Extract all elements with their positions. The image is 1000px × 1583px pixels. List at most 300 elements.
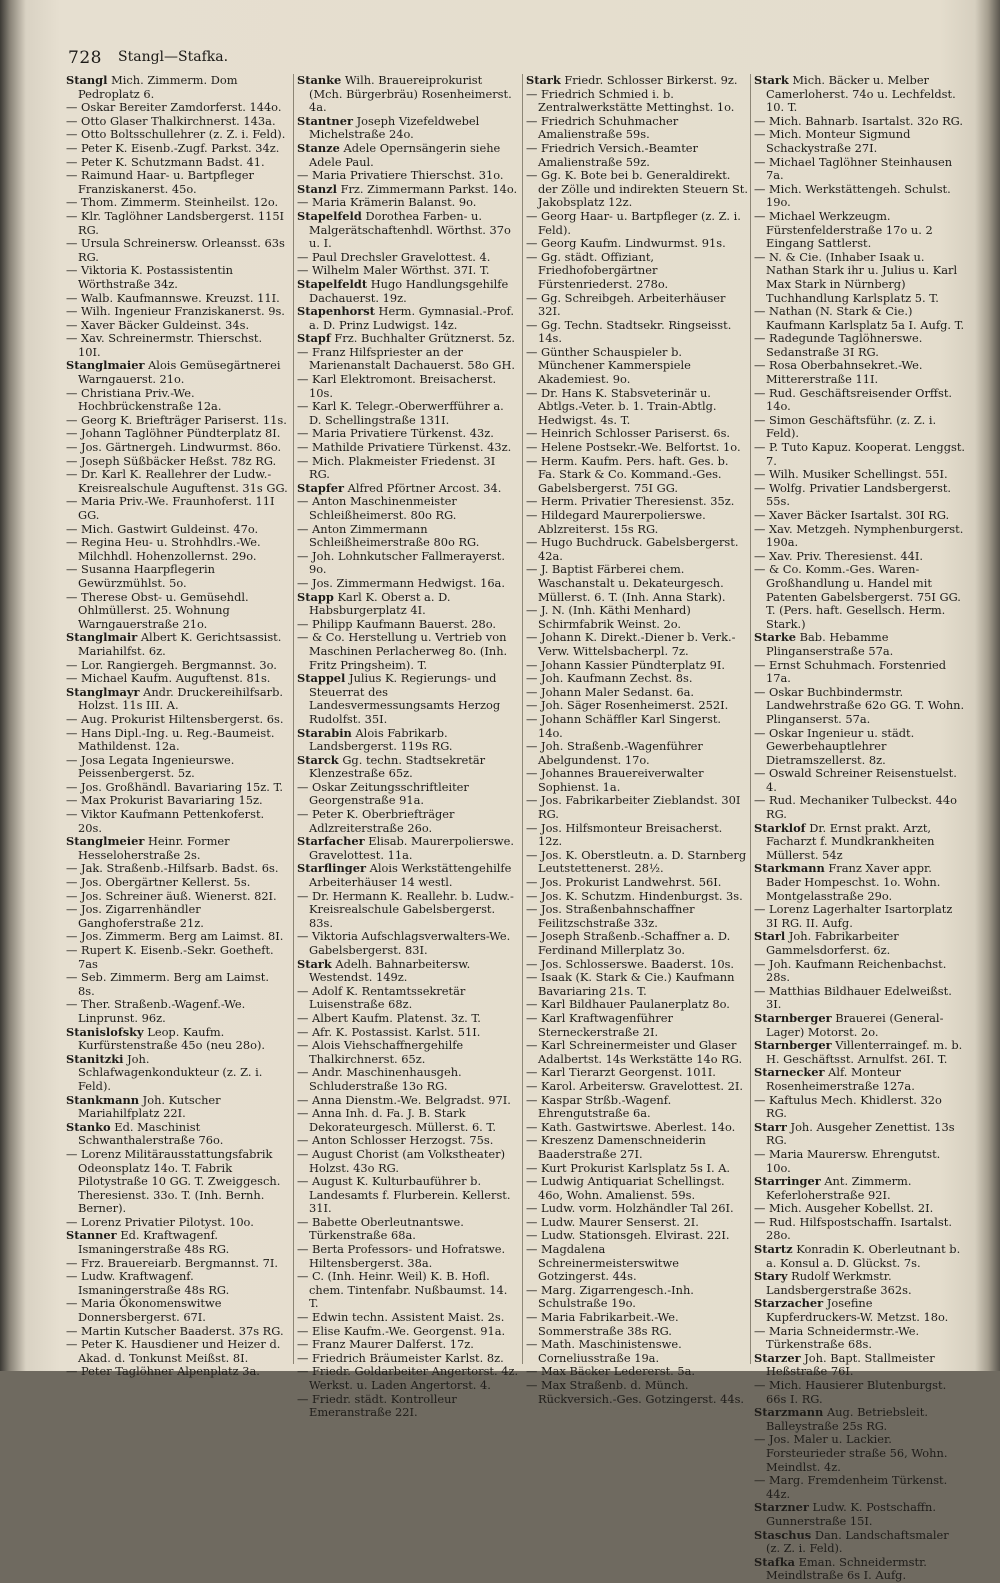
entry-text: — Michael Taglöhner Steinhausen 7a.	[754, 154, 953, 183]
directory-entry	[754, 358, 966, 387]
entry-text: — Seb. Zimmerm. Berg am Laimst. 8s.	[66, 970, 270, 998]
entry-surname: Stankmann	[66, 1092, 140, 1107]
entry-surname: Starklof	[754, 820, 806, 835]
entry-surname: Starr	[754, 1119, 787, 1134]
directory-entry	[754, 1214, 966, 1243]
directory-entry	[66, 521, 288, 537]
directory-entry	[297, 861, 519, 890]
entry-surname: Starl	[754, 929, 786, 944]
entry-text: — Friedrich Schuhmacher Amalienstraße 59s.	[526, 113, 679, 142]
directory-entry	[297, 1242, 519, 1270]
entry-text: — Kurt Prokurist Karlsplatz 5s I. A.	[526, 1160, 731, 1175]
directory-entry	[526, 875, 748, 890]
entry-surname: Starkmann	[754, 861, 825, 876]
entry-text: — Kath. Gastwirtswe. Aberlest. 14o.	[526, 1119, 736, 1134]
entry-text: — Joseph Straßenb.-Schaffner a. D. Ferdinand Millerplatz 3o.	[526, 929, 731, 957]
entry-text: — Franz Hilfspriester an der Marienanstalt Dachauerst. 58o GH.	[297, 344, 516, 373]
entry-text: — Ludw. Kraftwagenf. Ismaningerstraße 48s RG.	[66, 1269, 230, 1297]
entry-text: — Friedrich Schmied i. b. Zentralwerkstätte Mettinghst. 1o.	[526, 86, 735, 115]
entry-text: — Math. Maschinistenswe. Corneliusstraße 19a.	[526, 1337, 682, 1365]
directory-entry	[66, 208, 288, 237]
directory-entry	[526, 1310, 748, 1338]
entry-text: — Jos. Hilfsmonteur Breisacherst. 12z.	[526, 820, 723, 849]
entry-text: Alfred Pförtner Arcost. 34.	[347, 480, 502, 495]
entry-text: — Xav. Priv. Theresienst. 44I.	[754, 548, 924, 563]
directory-entry	[754, 154, 966, 183]
entry-text: — Günther Schauspieler b. Münchener Kammerspiele Akademiest. 9o.	[526, 344, 691, 387]
entry-text: — Andr. Maschinenhausgeh. Schluderstraße 13o RG.	[297, 1065, 462, 1093]
directory-entry	[754, 113, 966, 129]
entry-text: — Anton Zimmermann Schleißheimerstraße 80o RG.	[297, 521, 480, 550]
directory-entry	[754, 684, 966, 727]
directory-entry	[66, 861, 288, 876]
directory-entry	[754, 929, 966, 957]
directory-entry	[66, 1255, 288, 1271]
entry-text: Aug. Betriebsleit. Balleystraße 25s RG.	[766, 1405, 928, 1433]
entry-surname: Starke	[754, 630, 797, 645]
entry-text: — Mich. Ausgeher Kobellst. 2I.	[754, 1201, 934, 1216]
directory-entry	[297, 956, 519, 985]
directory-entry	[754, 73, 966, 115]
directory-entry	[754, 793, 966, 822]
directory-entry	[526, 1078, 748, 1094]
directory-entry	[297, 1024, 519, 1040]
directory-entry	[526, 888, 748, 904]
entry-surname: Stark	[297, 956, 332, 971]
entry-text: Konradin K. Oberleutnant b. a. Konsul a. D. Glückst. 7s.	[766, 1242, 961, 1270]
entry-surname: Starzer	[754, 1350, 801, 1365]
entry-text: — Georg K. Briefträger Pariserst. 11s.	[66, 412, 287, 427]
entry-text: — Xaver Bäcker Isartalst. 30I RG.	[754, 508, 950, 522]
entry-text: Joh. Bapt. Stallmeister Heßstraße 76I.	[766, 1350, 935, 1379]
entry-text: — Maria Privatiere Thierschst. 31o.	[297, 168, 504, 183]
directory-entry	[297, 140, 519, 169]
directory-entry	[526, 793, 748, 822]
entry-text: — Friedr. Goldarbeiter Angertorst. 4z. Werkst. u. Laden Angertorst. 4.	[297, 1364, 519, 1392]
directory-entry	[754, 1554, 966, 1583]
directory-entry	[297, 834, 519, 862]
directory-entry	[297, 181, 519, 197]
directory-entry	[526, 657, 748, 673]
entry-text: — Frz. Brauereiarb. Bergmannst. 7I.	[66, 1255, 279, 1270]
entry-text: — Joh. Kaufmann Reichenbachst. 28s.	[754, 956, 947, 985]
entry-text: — Joh. Säger Rosenheimerst. 252I.	[526, 698, 729, 713]
entry-text: — Mich. Plakmeister Friedenst. 3I RG.	[297, 453, 496, 482]
directory-entry	[297, 1269, 519, 1311]
directory-entry	[754, 1269, 966, 1297]
entry-text: — Jos. Schlosserswe. Baaderst. 10s.	[526, 956, 735, 971]
directory-entry	[66, 1119, 288, 1148]
directory-entry	[297, 344, 519, 373]
directory-entry	[754, 508, 966, 523]
directory-entry	[297, 1146, 519, 1175]
entry-text: — Gg. K. Bote bei b. Generaldirekt. der Zölle und indirekten Steuern St. Jakobsplatz 12z.	[526, 168, 748, 210]
entry-text: — Herm. Kaufm. Pers. haft. Ges. b. Fa. Stark & Co. Kommand.-Ges. Gabelsbergerst. 75I GG.	[526, 453, 729, 495]
entry-text: — Maria Privatiere Türkenst. 43z.	[297, 426, 494, 441]
entry-text: — Mich. Werkstättengeh. Schulst. 19o.	[754, 181, 951, 210]
entry-text: — Rosa Oberbahnsekret.-We. Mittererstraße 11I.	[754, 358, 923, 387]
entry-text: — Oskar Ingenieur u. städt. Gewerbehauptlehrer Dietramszellerst. 8z.	[754, 725, 915, 767]
entry-text: — Wilh. Musiker Schellingst. 55I.	[754, 467, 948, 482]
entry-text: — August Chorist (am Volkstheater) Holzst. 43o RG.	[297, 1146, 506, 1175]
entry-text: — Franz Maurer Dalferst. 17z.	[297, 1337, 474, 1352]
directory-entry	[754, 1296, 966, 1325]
directory-entry	[297, 548, 519, 577]
entry-text: — Edwin techn. Assistent Maist. 2s.	[297, 1310, 505, 1325]
entry-surname: Starflinger	[297, 861, 366, 876]
entry-surname: Stapf	[297, 331, 331, 346]
directory-entry	[297, 1065, 519, 1093]
directory-entry	[66, 684, 288, 713]
entry-text: — Anna Dienstm.-We. Belgradst. 97I.	[297, 1092, 511, 1107]
directory-entry	[526, 956, 748, 972]
entry-text: — J. N. (Inh. Käthi Menhard) Schirmfabrik Weinst. 2o.	[526, 603, 691, 631]
directory-entry	[297, 249, 519, 265]
directory-entry	[754, 480, 966, 509]
entry-text: — Anna Inh. d. Fa. J. B. Stark Dekorateurgesch. Müllerst. 6. T.	[297, 1106, 496, 1134]
directory-entry	[526, 603, 748, 631]
entry-text: — Wilh. Ingenieur Franziskanerst. 9s.	[66, 304, 285, 319]
entry-text: — Oswald Schreiner Reisenstuelst. 4.	[754, 766, 957, 794]
directory-entry	[297, 195, 519, 210]
entry-text: — Marg. Zigarrengesch.-Inh. Schulstraße 19o.	[526, 1282, 694, 1311]
entry-text: — Karl Kraftwagenführer Sterneckerstraße 2I.	[526, 1010, 673, 1039]
entry-text: — Maria Priv.-We. Fraunhoferst. 11I GG.	[66, 494, 275, 522]
entry-text: — Georg Haar- u. Bartpfleger (z. Z. i. Feld).	[526, 208, 741, 237]
entry-text: Alf. Monteur Rosenheimerstraße 127a.	[766, 1065, 915, 1093]
entry-surname: Stanze	[297, 140, 340, 155]
entry-text: — Ludw. Maurer Senserst. 2I.	[526, 1214, 699, 1229]
directory-entry	[297, 1364, 519, 1392]
directory-entry	[526, 1133, 748, 1161]
directory-entry	[754, 1065, 966, 1093]
directory-entry	[297, 779, 519, 808]
column-3	[526, 73, 748, 1406]
entry-text: Adele Opernsängerin siehe Adele Paul.	[309, 140, 501, 169]
entry-surname: Stanglmair	[66, 630, 138, 645]
entry-text: — Ernst Schuhmach. Forstenried 17a.	[754, 657, 947, 686]
directory-entry	[66, 73, 288, 101]
directory-entry	[297, 630, 519, 672]
directory-entry	[526, 113, 748, 142]
entry-surname: Stark	[526, 73, 561, 87]
directory-entry	[754, 208, 966, 251]
entry-text: — Kaspar Strßb.-Wagenf. Ehrengutstraße 6a.	[526, 1092, 672, 1121]
directory-entry	[66, 127, 288, 142]
directory-entry	[66, 1092, 288, 1121]
directory-entry	[754, 440, 966, 468]
entry-text: — Kaftulus Mech. Khidlerst. 32o RG.	[754, 1092, 942, 1121]
directory-entry	[297, 372, 519, 400]
entry-text: — Mathilde Privatiere Türkenst. 43z.	[297, 440, 512, 455]
directory-entry	[297, 1038, 519, 1066]
entry-text: Ed. Maschinist Schwanthalerstraße 76o.	[78, 1119, 224, 1148]
entry-text: — Dr. Karl K. Reallehrer der Ludw.-Kreisrealschule Auguftenst. 31s GG.	[66, 467, 288, 495]
entry-surname: Stanglmayr	[66, 684, 140, 699]
entry-text: — Susanna Haarpflegerin Gewürzmühlst. 5o.	[66, 562, 215, 590]
directory-entry	[526, 317, 748, 346]
entry-text: Ludw. K. Postschaffn. Gunnerstraße 15I.	[766, 1500, 936, 1528]
entry-text: — Isaak (K. Stark & Cie.) Kaufmann Bavariaring 21s. T.	[526, 970, 735, 998]
entry-text: — Therese Obst- u. Gemüsehdl. Ohlmüllerst. 25. Wohnung Warngauerstraße 21o.	[66, 589, 249, 631]
directory-entry	[526, 970, 748, 998]
entry-text: — Gg. Schreibgeh. Arbeiterhäuser 32I.	[526, 290, 726, 319]
entry-text: — Viktoria K. Postassistentin Wörthstraße 34z.	[66, 263, 233, 291]
directory-entry	[297, 725, 519, 754]
entry-text: — Johann Maler Sedanst. 6a.	[526, 684, 695, 699]
directory-entry	[526, 1337, 748, 1365]
directory-entry	[297, 453, 519, 482]
directory-entry	[754, 1432, 966, 1474]
entry-text: Leop. Kaufm. Kurfürstenstraße 45o (neu 28o).	[78, 1024, 266, 1053]
entry-surname: Stanitzki	[66, 1051, 124, 1066]
entry-text: — Afr. K. Postassist. Karlst. 51I.	[297, 1024, 481, 1039]
directory-entry	[754, 861, 966, 903]
directory-entry	[754, 1350, 966, 1379]
directory-entry	[297, 1391, 519, 1420]
entry-text: Joh. Kutscher Mariahilfplatz 22I.	[78, 1092, 221, 1121]
directory-entry	[754, 562, 966, 631]
directory-entry	[297, 399, 519, 427]
directory-entry	[297, 1214, 519, 1243]
entry-text: Alois Fabrikarb. Landsbergerst. 119s RG.	[309, 725, 453, 754]
directory-entry	[526, 684, 748, 700]
directory-entry	[754, 1010, 966, 1039]
directory-entry	[297, 929, 519, 957]
entry-text: — Gg. städt. Offiziant, Friedhofobergärtner Fürstenriederst. 278o.	[526, 249, 669, 291]
entry-text: — J. Baptist Färberei chem. Waschanstalt u. Dekateurgesch. Müllerst. 6. T. (Inh. Anna Stark).	[526, 562, 726, 604]
directory-entry	[297, 752, 519, 781]
entry-text: — Josa Legata Ingenieurswe. Peissenbergerst. 5z.	[66, 752, 235, 781]
entry-text: — Gg. Techn. Stadtsekr. Ringseisst. 14s.	[526, 317, 732, 346]
entry-text: — Friedr. städt. Kontrolleur Emeranstraße 22I.	[297, 1391, 457, 1420]
directory-entry	[66, 1269, 288, 1297]
directory-entry	[66, 263, 288, 291]
entry-text: — Babette Oberleutnantswe. Türkenstraße 68a.	[297, 1214, 464, 1243]
entry-text: — Ludw. Stationsgeh. Elvirast. 22I.	[526, 1228, 730, 1243]
directory-entry	[754, 956, 966, 985]
directory-entry	[66, 711, 288, 727]
column-4	[754, 73, 966, 1583]
directory-entry	[297, 208, 519, 251]
directory-entry	[66, 943, 288, 971]
column-rule	[750, 74, 751, 1364]
entry-text: — Jos. Fabrikarbeiter Zieblandst. 30I RG.	[526, 793, 741, 822]
entry-text: — Jos. K. Schutzm. Hindenburgst. 3s.	[526, 888, 743, 903]
entry-text: Ant. Zimmerm. Keferloherstraße 92I.	[766, 1174, 912, 1202]
directory-entry	[754, 1242, 966, 1270]
entry-surname: Starnberger	[754, 1038, 832, 1053]
entry-text: — Jos. Zimmerm. Berg am Laimst. 8I.	[66, 929, 284, 944]
entry-text: Ed. Kraftwagenf. Ismaningerstraße 48s RG.	[78, 1228, 230, 1257]
directory-entry	[297, 426, 519, 441]
entry-text: Karl K. Oberst a. D. Habsburgerplatz 4I.	[309, 589, 451, 618]
directory-entry	[66, 412, 288, 428]
directory-entry	[526, 766, 748, 794]
directory-entry	[66, 997, 288, 1025]
directory-entry	[526, 1010, 748, 1039]
entry-text: — Anton Schlosser Herzogst. 75s.	[297, 1133, 494, 1148]
entry-surname: Stafka	[754, 1554, 796, 1569]
entry-text: — Oskar Bereiter Zamdorferst. 144o.	[66, 100, 282, 115]
entry-text: — C. (Inh. Heinr. Weil) K. B. Hofl. chem. Tintenfabr. Nußbaumst. 14. T.	[297, 1269, 508, 1311]
entry-text: — Maria Maurersw. Ehrengutst. 10o.	[754, 1146, 941, 1175]
directory-entry	[297, 1337, 519, 1352]
directory-entry	[297, 983, 519, 1012]
entry-surname: Starnecker	[754, 1065, 825, 1080]
entry-text: — Thom. Zimmerm. Steinheilst. 12o.	[66, 195, 279, 210]
directory-entry	[526, 902, 748, 930]
directory-entry	[526, 236, 748, 251]
directory-entry	[66, 1051, 288, 1094]
directory-entry	[754, 983, 966, 1012]
directory-entry	[66, 834, 288, 862]
entry-text: — Friedrich Versich.-Beamter Amalienstraße 59z.	[526, 140, 698, 169]
entry-surname: Stanzl	[297, 181, 337, 196]
entry-text: — Kreszenz Damenschneiderin Baaderstraße 27I.	[526, 1133, 706, 1161]
entry-text: — Jos. Zimmermann Hedwigst. 16a.	[297, 575, 505, 590]
column-1	[66, 73, 288, 1379]
entry-text: — Hugo Buchdruck. Gabelsbergerst. 42a.	[526, 535, 739, 563]
directory-entry	[297, 440, 519, 455]
directory-entry	[66, 630, 288, 658]
directory-entry	[297, 263, 519, 278]
directory-entry	[66, 779, 288, 795]
entry-text: Rudolf Werkmstr. Landsbergerstraße 362s.	[766, 1269, 912, 1297]
entry-text: — Jos. Prokurist Landwehrst. 56I.	[526, 875, 722, 890]
entry-text: Herm. Gymnasial.-Prof. a. D. Prinz Ludwigst. 14z.	[309, 304, 514, 332]
entry-text: — Xav. Schreinermstr. Thierschst. 10I.	[66, 331, 263, 359]
entry-text: — Martin Kutscher Baaderst. 37s RG.	[66, 1323, 284, 1338]
directory-entry	[66, 1323, 288, 1339]
entry-text: — Hildegard Maurerpolierswe. Ablzreiterst. 15s RG.	[526, 508, 706, 536]
entry-text: Mich. Zimmerm. Dom Pedroplatz 6.	[78, 73, 238, 101]
directory-entry	[526, 847, 748, 876]
directory-entry	[526, 1364, 748, 1379]
entry-text: — Maria Krämerin Balanst. 9o.	[297, 195, 477, 210]
directory-entry	[66, 385, 288, 414]
directory-entry	[526, 820, 748, 849]
entry-text: — Wolfg. Privatier Landsbergerst. 55s.	[754, 480, 952, 509]
directory-entry	[754, 1119, 966, 1148]
entry-surname: Stapelfeld	[297, 208, 362, 223]
entry-text: — Johann Schäffler Karl Singerst. 14o.	[526, 711, 722, 740]
entry-text: Friedr. Schlosser Birkerst. 9z.	[564, 73, 738, 87]
directory-entry	[297, 589, 519, 618]
entry-text: Joh. Fabrikarbeiter Gammelsdorferst. 6z.	[766, 929, 899, 957]
entry-text: Joseph Vizefeldwebel Michelstraße 24o.	[309, 113, 480, 142]
directory-entry	[66, 535, 288, 563]
directory-entry	[297, 276, 519, 305]
directory-entry	[66, 467, 288, 495]
entry-surname: Starzner	[754, 1500, 809, 1515]
directory-entry	[66, 970, 288, 998]
entry-surname: Starzmann	[754, 1405, 824, 1420]
entry-surname: Stanke	[297, 73, 342, 87]
directory-entry	[754, 521, 966, 550]
directory-entry	[754, 1473, 966, 1501]
directory-entry	[66, 358, 288, 387]
directory-entry	[526, 1378, 748, 1406]
directory-entry	[66, 494, 288, 522]
directory-entry	[66, 195, 288, 210]
entry-text: — Peter Taglöhner Alpenplatz 3a.	[66, 1364, 260, 1379]
entry-text: — Mich. Monteur Sigmund Schackystraße 27I.	[754, 127, 911, 155]
directory-entry	[526, 453, 748, 496]
directory-entry	[297, 1106, 519, 1134]
entry-text: Elisab. Maurerpolierswe. Gravelottest. 11a.	[309, 834, 515, 862]
entry-text: — Jos. Obergärtner Kellerst. 5s.	[66, 875, 251, 890]
entry-text: — Karl Bildhauer Paulanerplatz 8o.	[526, 997, 730, 1012]
entry-surname: Starck	[297, 752, 339, 767]
entry-surname: Starnberger	[754, 1010, 832, 1025]
directory-entry	[66, 929, 288, 944]
directory-entry	[754, 657, 966, 686]
entry-text: — Anton Maschinenmeister Schleißheimerst. 80o RG.	[297, 494, 457, 522]
directory-entry	[526, 508, 748, 536]
entry-surname: Starabin	[297, 725, 352, 740]
entry-text: Brauerei (General-Lager) Motorst. 2o.	[766, 1010, 944, 1039]
directory-entry	[66, 290, 288, 306]
directory-entry	[526, 535, 748, 563]
entry-text: — P. Tuto Kapuz. Kooperat. Lenggst. 7.	[754, 440, 966, 468]
entry-text: — Simon Geschäftsführ. (z. Z. i. Feld).	[754, 412, 937, 441]
entry-text: — Karl Schreinermeister und Glaser Adalbertst. 14s Werkstätte 14o RG.	[526, 1038, 743, 1066]
entry-text: — Jos. Zigarrenhändler Ganghoferstraße 21z.	[66, 902, 204, 930]
page-header	[68, 46, 948, 72]
directory-entry	[526, 1282, 748, 1311]
entry-text: — Max Straßenb. d. Münch. Rückversich.-Ges. Gotzingerst. 44s.	[526, 1378, 745, 1406]
directory-entry	[526, 140, 748, 169]
entry-text: — Johann Taglöhner Pündterplatz 8I.	[66, 426, 281, 441]
directory-entry	[526, 1065, 748, 1080]
entry-text: — Michael Werkzeugm. Fürstenfelderstraße 17o u. 2 Eingang Sattlerst.	[754, 208, 933, 251]
entry-text: Joh. Ausgeher Zenettist. 13s RG.	[766, 1119, 955, 1148]
entry-surname: Stark	[754, 73, 789, 87]
directory-entry	[754, 725, 966, 768]
entry-text: Joh. Schlafwagenkondukteur (z. Z. i. Feld).	[78, 1051, 263, 1093]
directory-entry	[754, 1527, 966, 1556]
entry-surname: Starringer	[754, 1174, 821, 1189]
directory-entry	[526, 86, 748, 115]
entry-text: — Alois Viehschaffnergehilfe Thalkirchnerst. 65z.	[297, 1038, 464, 1066]
directory-entry	[297, 480, 519, 496]
directory-entry	[754, 820, 966, 863]
entry-text: — Dr. Hans K. Stabsveterinär u. Abtlgs.-Veter. b. 1. Train-Abtlg. Hedwigst. 4s. T.	[526, 385, 717, 427]
directory-entry	[297, 1174, 519, 1216]
entry-text: Dan. Landschaftsmaler (z. Z. i. Feld).	[766, 1527, 949, 1556]
entry-text: Gg. techn. Stadtsekretär Klenzestraße 65z.	[309, 752, 486, 781]
entry-text: — Matthias Bildhauer Edelweißst. 3I.	[754, 983, 952, 1012]
entry-text: Alois Werkstättengehilfe Arbeiterhäuser 14 westl.	[309, 861, 512, 890]
entry-text: Alois Gemüsegärtnerei Warngauerst. 21o.	[78, 358, 281, 387]
entry-text: — Rud. Geschäftsreisender Orffst. 14o.	[754, 385, 953, 414]
entry-surname: Stanglmaier	[66, 358, 145, 373]
directory-entry	[526, 1160, 748, 1176]
entry-text: Frz. Buchhalter Grütznerst. 5z.	[334, 331, 516, 346]
directory-entry	[754, 385, 966, 414]
directory-entry	[66, 168, 288, 196]
entry-text: — Ursula Schreinersw. Orleansst. 63s RG.	[66, 236, 285, 264]
directory-entry	[526, 73, 748, 88]
entry-surname: Stapenhorst	[297, 304, 375, 319]
entry-text: — Peter K. Eisenb.-Zugf. Parkst. 34z.	[66, 140, 280, 155]
entry-text: — Elise Kaufm.-We. Georgenst. 91a.	[297, 1323, 506, 1338]
entry-text: — & Co. Komm.-Ges. Waren-Großhandlung u. Handel mit Patenten Gabelsbergerst. 75I GG. T. (Pers. haft. Gesellsch. Herm. Stark.)	[754, 562, 961, 631]
entry-text: — Lorenz Privatier Pilotyst. 10o.	[66, 1214, 254, 1229]
entry-text: Dr. Ernst prakt. Arzt, Facharzt f. Mundkrankheiten Müllerst. 54z	[766, 820, 935, 862]
entry-text: — Michael Kaufm. Auguftenst. 81s.	[66, 671, 271, 686]
